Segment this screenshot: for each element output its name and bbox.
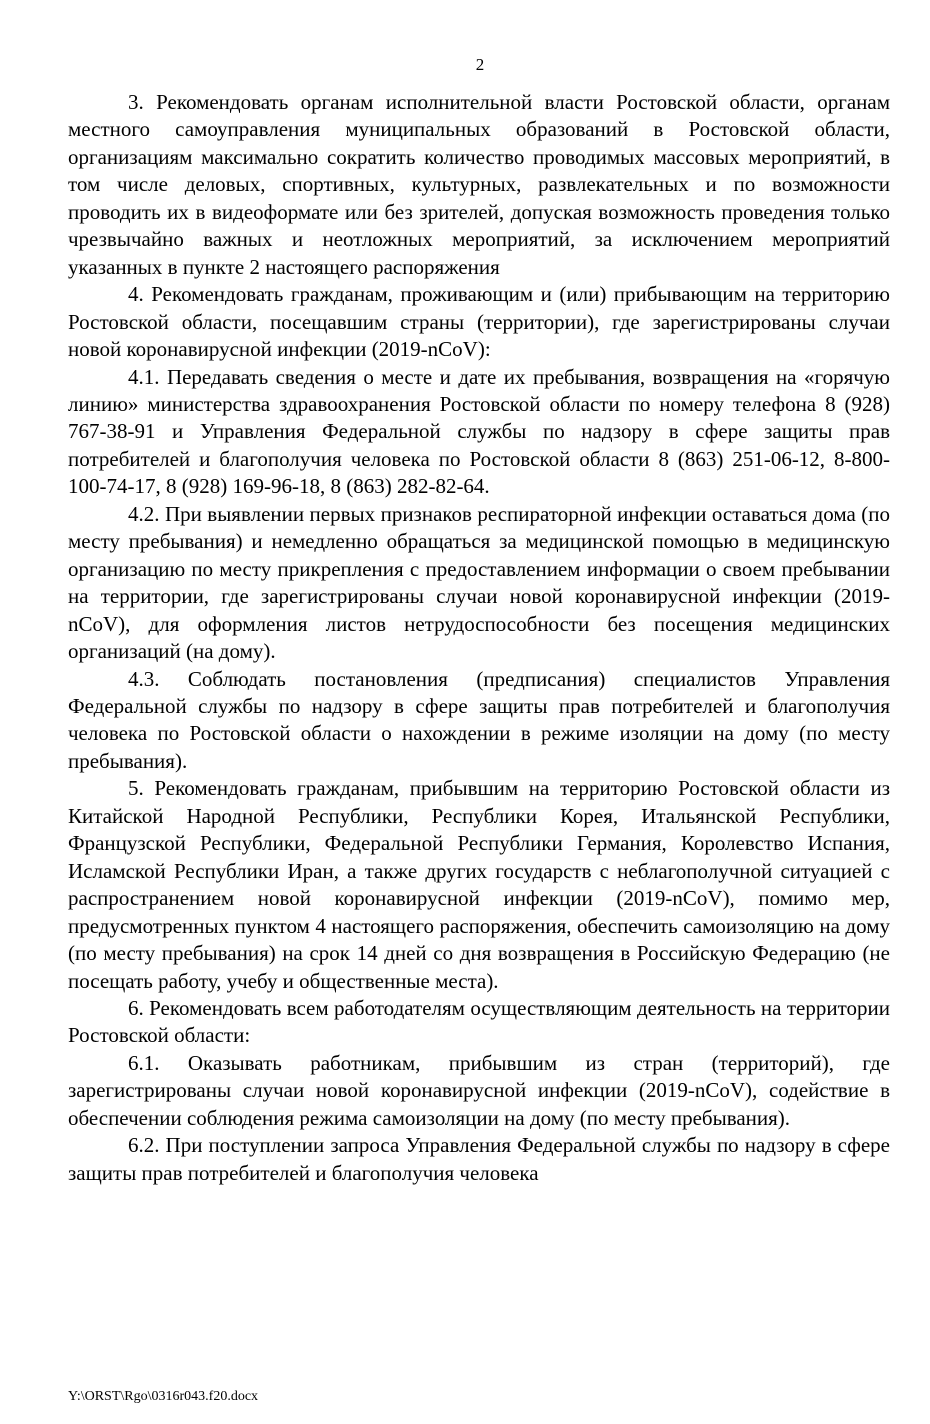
page-number: 2 (475, 55, 485, 74)
paragraph-4-3: 4.3. Соблюдать постановления (предписания) специалистов Управления Федеральной службы по надзору в сфере защиты прав потребителей и благополучия человека по Ростовской области о нахождении в режиме изоляции на дому (по месту пребывания). (68, 666, 890, 773)
paragraph-4-1: 4.1. Передавать сведения о месте и дате их пребывания, возвращения на «горячую линию» министерства здравоохранения Ростовской области по номеру телефона 8 (928) 767-38-91 и Управления Федеральной службы по надзору в сфере защиты прав потребителей и благополучия человека по Ростовской области 8 (863) 251-06-12, 8-800-100-74-17, 8 (928) 169-96-18, 8 (863) 282-82-64. (68, 364, 890, 499)
document-body (68, 89, 890, 1187)
paragraph-6-2: 6.2. При поступлении запроса Управления Федеральной службы по надзору в сфере защиты прав потребителей и благополучия человека (68, 1133, 890, 1185)
footer-file-path: Y:\ORST\Rgo\0316r043.f20.docx (68, 1389, 259, 1404)
paragraph-4: 4. Рекомендовать гражданам, проживающим и (или) прибывающим на территорию Ростовской области, посещавшим страны (территории), где зарегистрированы случаи новой коронавирусной инфекции (2019-nCoV): (68, 282, 890, 362)
paragraph-5: 5. Рекомендовать гражданам, прибывшим на территорию Ростовской области из Китайской Народной Республики, Республики Корея, Итальянской Республики, Французской Республики, Федеральной Республики Германия, Королевство Испания, Исламской Республики Иран, а также других государств с неблагополучной ситуацией с распространением новой коронавирусной инфекции (2019-nCoV), помимо мер, предусмотренных пунктом 4 настоящего распоряжения, обеспечить самоизоляцию на дому (по месту пребывания) на срок 14 дней со дня возвращения в Российскую Федерацию (не посещать работу, учебу и общественные места). (68, 776, 890, 993)
paragraph-3: 3. Рекомендовать органам исполнительной власти Ростовской области, органам местного самоуправления муниципальных образований в Ростовской области, организациям максимально сократить количество проводимых массовых мероприятий, в том числе деловых, спортивных, культурных, развлекательных и по возможности проводить их в видеоформате или без зрителей, допуская возможность проведения только чрезвычайно важных и неотложных мероприятий, за исключением мероприятий указанных в пункте 2 настоящего распоряжения (68, 90, 890, 279)
paragraph-6-1: 6.1. Оказывать работникам, прибывшим из стран (территорий), где зарегистрированы случаи новой коронавирусной инфекции (2019-nCoV), содействие в обеспечении соблюдения режима самоизоляции на дому (по месту пребывания). (68, 1050, 890, 1130)
paragraph-6: 6. Рекомендовать всем работодателям осуществляющим деятельность на территории Ростовской области: (68, 995, 890, 1048)
paragraph-4-2: 4.2. При выявлении первых признаков респираторной инфекции оставаться дома (по месту пребывания) и немедленно обращаться за медицинской помощью в медицинскую организацию по месту прикрепления с предоставлением информации о своем пребывании на территории, где зарегистрированы случаи новой коронавирусной инфекции (2019-nCoV), для оформления листов нетрудоспособности без посещения медицинских организаций (на дому). (68, 501, 890, 664)
